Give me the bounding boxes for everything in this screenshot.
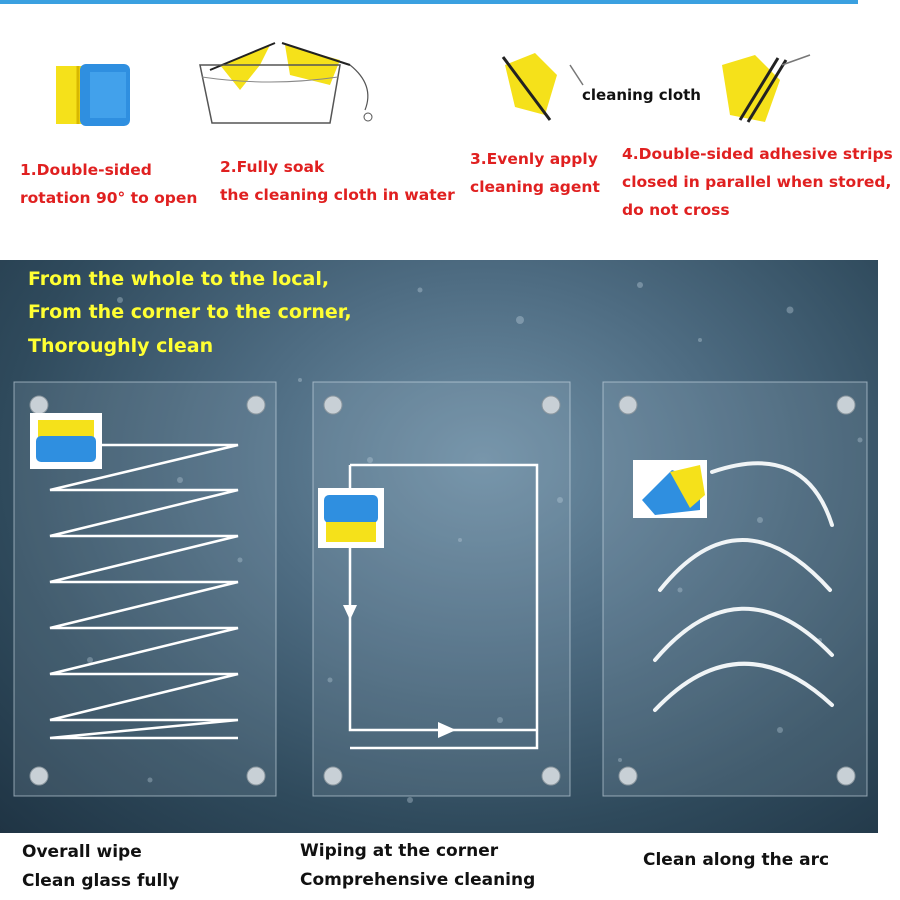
caption-1-line-1: Overall wipe <box>22 842 142 862</box>
soak-basin-illustration <box>190 35 390 135</box>
caption-3-line-1: Clean along the arc <box>643 850 830 870</box>
cloth-left-icon <box>220 45 270 90</box>
pad-blue-highlight <box>90 72 126 118</box>
caption-arc-wipe <box>643 846 829 875</box>
glass-panel-2 <box>313 382 570 796</box>
cloth-pad-icon <box>505 53 557 115</box>
step-2-line-2: the cleaning cloth in water <box>220 186 455 204</box>
headline-line-2: From the corner to the corner, <box>28 301 352 323</box>
screw-icon <box>324 396 342 414</box>
basin-knob <box>364 113 372 121</box>
step-4-text <box>622 140 893 224</box>
screw-icon <box>619 396 637 414</box>
screw-icon <box>542 396 560 414</box>
pointer-line <box>570 65 583 85</box>
step-1-line-2: rotation 90° to open <box>20 189 198 207</box>
step-1-line-1: 1.Double-sided <box>20 161 152 179</box>
screw-icon <box>619 767 637 785</box>
headline-line-3: Thoroughly clean <box>28 335 214 357</box>
step-2-text <box>220 153 455 209</box>
step-3-line-2: cleaning agent <box>470 178 600 196</box>
headline-line-1: From the whole to the local, <box>28 268 330 290</box>
step-1-text <box>20 156 197 212</box>
glass-window-photo <box>0 260 878 833</box>
cleaning-cloth-label: cleaning cloth <box>582 86 701 104</box>
glass-panel-1 <box>14 382 276 796</box>
pad-icon <box>324 495 378 523</box>
screw-icon <box>30 396 48 414</box>
step-4-line-1: 4.Double-sided adhesive strips <box>622 145 893 163</box>
stored-strips-illustration <box>710 50 820 130</box>
glass-panel-3 <box>603 382 867 796</box>
caption-overall-wipe <box>22 838 179 896</box>
screw-icon <box>324 767 342 785</box>
pad-icon-yellow <box>326 522 376 542</box>
screw-icon <box>247 396 265 414</box>
caption-corner-wipe <box>300 837 535 895</box>
step-2-line-1: 2.Fully soak <box>220 158 325 176</box>
top-accent-line <box>0 0 858 4</box>
double-sided-pad-illustration <box>50 58 140 133</box>
step-3-text <box>470 145 600 201</box>
screw-icon <box>542 767 560 785</box>
caption-1-line-2: Clean glass fully <box>22 871 180 891</box>
apply-agent-illustration <box>495 45 585 125</box>
caption-2-line-2: Comprehensive cleaning <box>300 870 536 890</box>
pad-icon-blue <box>36 436 96 462</box>
screw-icon <box>247 767 265 785</box>
step-4-line-3: do not cross <box>622 201 730 219</box>
step-3-line-1: 3.Evenly apply <box>470 150 598 168</box>
screw-icon <box>837 767 855 785</box>
basin-handle <box>350 65 368 110</box>
screw-icon <box>30 767 48 785</box>
stored-pad-icon <box>722 55 780 122</box>
screw-icon <box>837 396 855 414</box>
pointer-line <box>782 55 810 65</box>
caption-2-line-1: Wiping at the corner <box>300 841 499 861</box>
pad-icon <box>38 420 94 438</box>
step-4-line-2: closed in parallel when stored, <box>622 173 892 191</box>
